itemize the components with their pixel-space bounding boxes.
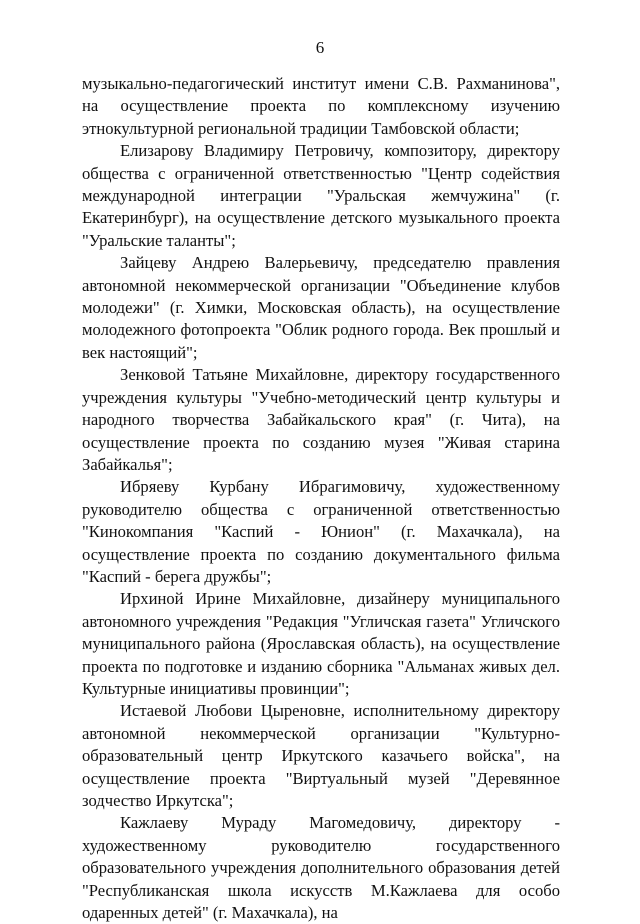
paragraph-kazhlaev: Кажлаеву Мураду Магомедовичу, директору - художественному руководителю государственного образовательного учреждения дополнительного образования детей "Республиканская школа искусств М.Кажлаева для особо одаренных детей" (г. Махачкала), на [82, 813, 560, 923]
paragraph-elizarov: Елизарову Владимиру Петровичу, композитору, директору общества с ограниченной ответственностью "Центр содействия международной интеграции "Уральская жемчужина" (г. Екатеринбург), на осуществление детского музыкального проекта "Уральские таланты"; [82, 141, 560, 250]
paragraph-zenkova: Зенковой Татьяне Михайловне, директору государственного учреждения культуры "Учебно-методический центр культуры и народного творчества Забайкальского края" (г. Чита), на осуществление проекта по созданию музея "Живая старина Забайкалья"; [82, 365, 560, 474]
page-number: 6 [315, 38, 325, 57]
paragraph-zaitsev: Зайцеву Андрею Валерьевичу, председателю правления автономной некоммерческой организации "Объединение клубов молодежи" (г. Химки, Московская область), на осуществление молодежного фотопроекта "Облик родного города. Век прошлый и век настоящий"; [82, 253, 560, 362]
paragraph-irkhina: Ирхиной Ирине Михайловне, дизайнеру муниципального автономного учреждения "Редакция "Угличская газета" Угличского муниципального района (Ярославская область), на осуществление проекта по подготовке и изданию сборника "Альманах живых дел. Культурные инициативы провинции"; [82, 589, 560, 698]
paragraph-ibryaev: Ибряеву Курбану Ибрагимовичу, художественному руководителю общества с ограниченной ответственностью "Кинокомпания "Каспий - Юнион" (г. Махачкала), на осуществление проекта по созданию документального фильма "Каспий - берега дружбы"; [82, 477, 560, 586]
paragraph-continuation: музыкально-педагогический институт имени С.В. Рахманинова", на осуществление проекта по комплексному изучению этнокультурной региональной традиции Тамбовской области; [82, 74, 560, 138]
paragraph-istaeva: Истаевой Любови Цыреновне, исполнительному директору автономной некоммерческой организации "Культурно-образовательный центр Иркутского казачьего войска", на осуществление проекта "Виртуальный музей "Деревянное зодчество Иркутска"; [82, 701, 560, 810]
document-body [82, 73, 560, 924]
